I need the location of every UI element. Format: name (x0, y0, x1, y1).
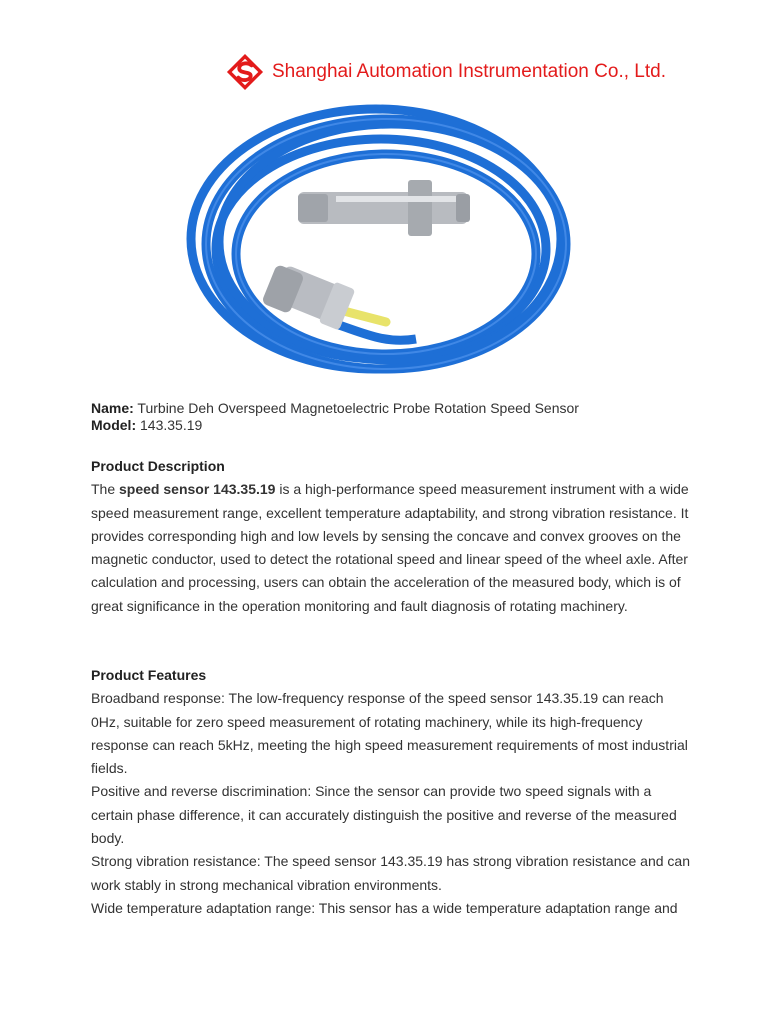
description-body: is a high-performance speed measurement instrument with a wide speed measurement range, excellent temperature adaptability, and strong vibration resistance. It provides corresponding high and low levels by sensing the concave and convex grooves on the magnetic conductor, used to detect the rotational speed and linear speed of the wheel axle. After calculation and processing, users can obtain the acceleration of the measured body, which is of great significance in the operation monitoring and fault diagnosis of rotating machinery. (91, 481, 689, 614)
model-label: Model: (91, 417, 137, 433)
name-label: Name: (91, 400, 134, 416)
feature-item: Broadband response: The low-frequency response of the speed sensor 143.35.19 can reach 0Hz, suitable for zero speed measurement of rotating machinery, while its high-frequency response can reach 5kHz, meeting the high speed measurement requirements of most industrial fields. (91, 690, 688, 777)
product-description-text (91, 478, 691, 618)
product-description-title: Product Description (91, 458, 225, 474)
description-lead: The (91, 481, 120, 498)
product-features-title: Product Features (91, 667, 207, 683)
feature-item: Strong vibration resistance: The speed sensor 143.35.19 has strong vibration resistance and can work stably in strong mechanical vibration environments. (91, 853, 690, 893)
product-name-line (91, 400, 579, 417)
feature-item: Wide temperature adaptation range: This sensor has a wide temperature adaptation range and (91, 899, 678, 916)
company-logo-icon (226, 53, 264, 91)
company-name: Shanghai Automation Instrumentation Co., Ltd. (272, 61, 666, 82)
product-features-section (91, 664, 691, 920)
product-model-line (91, 417, 579, 434)
description-bold: speed sensor 143.35.19 (119, 481, 276, 498)
feature-item: Positive and reverse discrimination: Since the sensor can provide two speed signals with a certain phase difference, it can accurately distinguish the positive and reverse of the measured body. (91, 783, 677, 847)
product-description-section (91, 455, 691, 618)
product-meta (91, 400, 579, 434)
speed-sensor-with-blue-cable-image (186, 94, 582, 387)
page-header (226, 52, 666, 92)
product-model: 143.35.19 (136, 417, 203, 433)
product-name: Turbine Deh Overspeed Magnetoelectric Probe Rotation Speed Sensor (133, 400, 579, 416)
